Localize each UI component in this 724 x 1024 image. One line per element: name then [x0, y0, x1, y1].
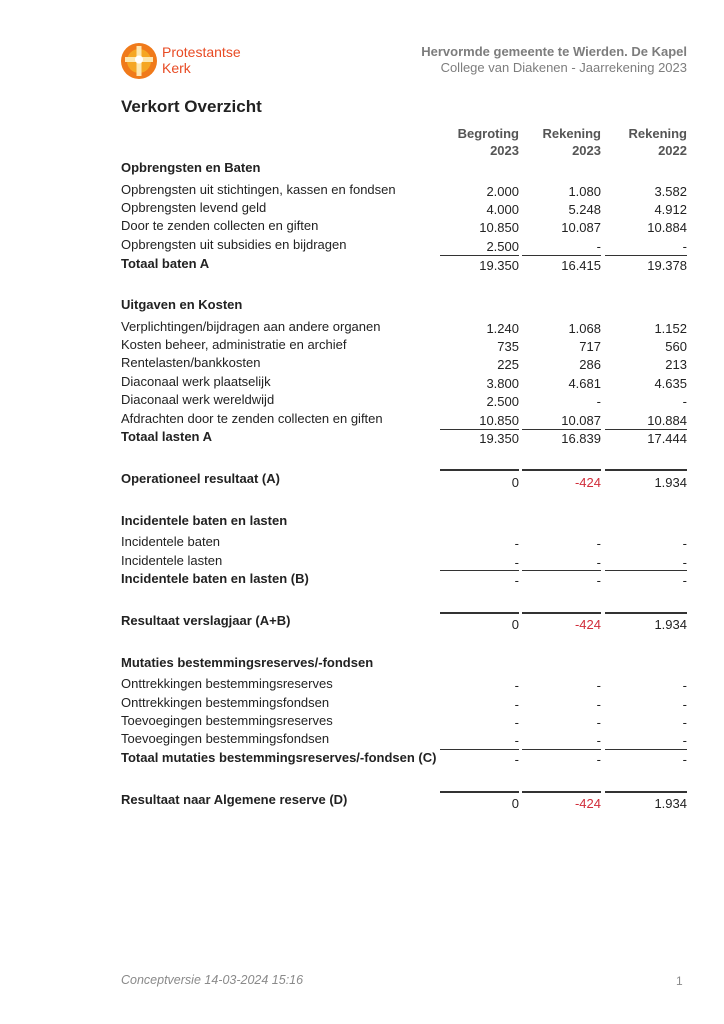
table-row: Diaconaal werk wereldwijd 2.500 - -	[121, 392, 687, 409]
table-row: Verplichtingen/bijdragen aan andere organen 1.240 1.068 1.152	[121, 319, 687, 336]
table-row: Kosten beheer, administratie en archief 735 717 560	[121, 337, 687, 354]
footer-version: Conceptversie 14-03-2024 15:16	[121, 973, 304, 987]
page-number: 1	[676, 974, 683, 988]
section-heading-baten: Opbrengsten en Baten	[121, 160, 261, 175]
table-row: Toevoegingen bestemmingsfondsen - - -	[121, 731, 687, 748]
table-row: Opbrengsten uit stichtingen, kassen en fondsen 2.000 1.080 3.582	[121, 182, 687, 199]
table-row: Incidentele baten - - -	[121, 534, 687, 551]
table-row: Opbrengsten levend geld 4.000 5.248 4.912	[121, 200, 687, 217]
table-row: Door te zenden collecten en giften 10.850 10.087 10.884	[121, 218, 687, 235]
document-subtitle: College van Diakenen - Jaarrekening 2023	[440, 60, 687, 75]
section-heading-mutaties: Mutaties bestemmingsreserves/-fondsen	[121, 655, 374, 670]
section-heading-lasten: Uitgaven en Kosten	[121, 297, 243, 312]
result-row-algemene-reserve: Resultaat naar Algemene reserve (D) 0 -424 1.934	[121, 792, 687, 811]
total-row-mutaties: Totaal mutaties bestemmingsreserves/-fondsen (C) - - -	[121, 750, 687, 767]
page-title: Verkort Overzicht	[121, 97, 262, 116]
logo-text-kerk: Kerk	[162, 60, 191, 76]
table-row: Afdrachten door te zenden collecten en giften 10.850 10.087 10.884	[121, 411, 687, 428]
total-row-baten: Totaal baten A 19.350 16.415 19.378	[121, 256, 687, 273]
table-row: Onttrekkingen bestemmingsfondsen - - -	[121, 695, 687, 712]
table-row: Onttrekkingen bestemmingsreserves - - -	[121, 676, 687, 693]
result-row-verslagjaar: Resultaat verslagjaar (A+B) 0 -424 1.934	[121, 613, 687, 632]
result-row-operationeel: Operationeel resultaat (A) 0 -424 1.934	[121, 471, 687, 490]
column-header-rekening-2022: Rekening 2022	[628, 126, 687, 158]
table-row: Diaconaal werk plaatselijk 3.800 4.681 4.635	[121, 374, 687, 391]
logo-text-protestantse: Protestantse	[162, 44, 241, 60]
document-header	[421, 44, 687, 76]
total-row-incidenteel: Incidentele baten en lasten (B) - - -	[121, 571, 687, 588]
column-header-rekening-2023: Rekening 2023	[542, 126, 601, 158]
table-row: Incidentele lasten - - -	[121, 553, 687, 570]
table-row: Rentelasten/bankkosten 225 286 213	[121, 355, 687, 372]
total-row-lasten: Totaal lasten A 19.350 16.839 17.444	[121, 429, 687, 446]
organization-name: Hervormde gemeente te Wierden. De Kapel	[421, 44, 687, 59]
protestantse-kerk-logo	[120, 42, 260, 82]
table-row: Toevoegingen bestemmingsreserves - - -	[121, 713, 687, 730]
table-row: Opbrengsten uit subsidies en bijdragen 2.500 - -	[121, 237, 687, 254]
column-header-begroting-2023: Begroting 2023	[457, 126, 519, 158]
section-heading-incidenteel: Incidentele baten en lasten	[121, 513, 288, 528]
church-logo-icon	[120, 42, 158, 80]
